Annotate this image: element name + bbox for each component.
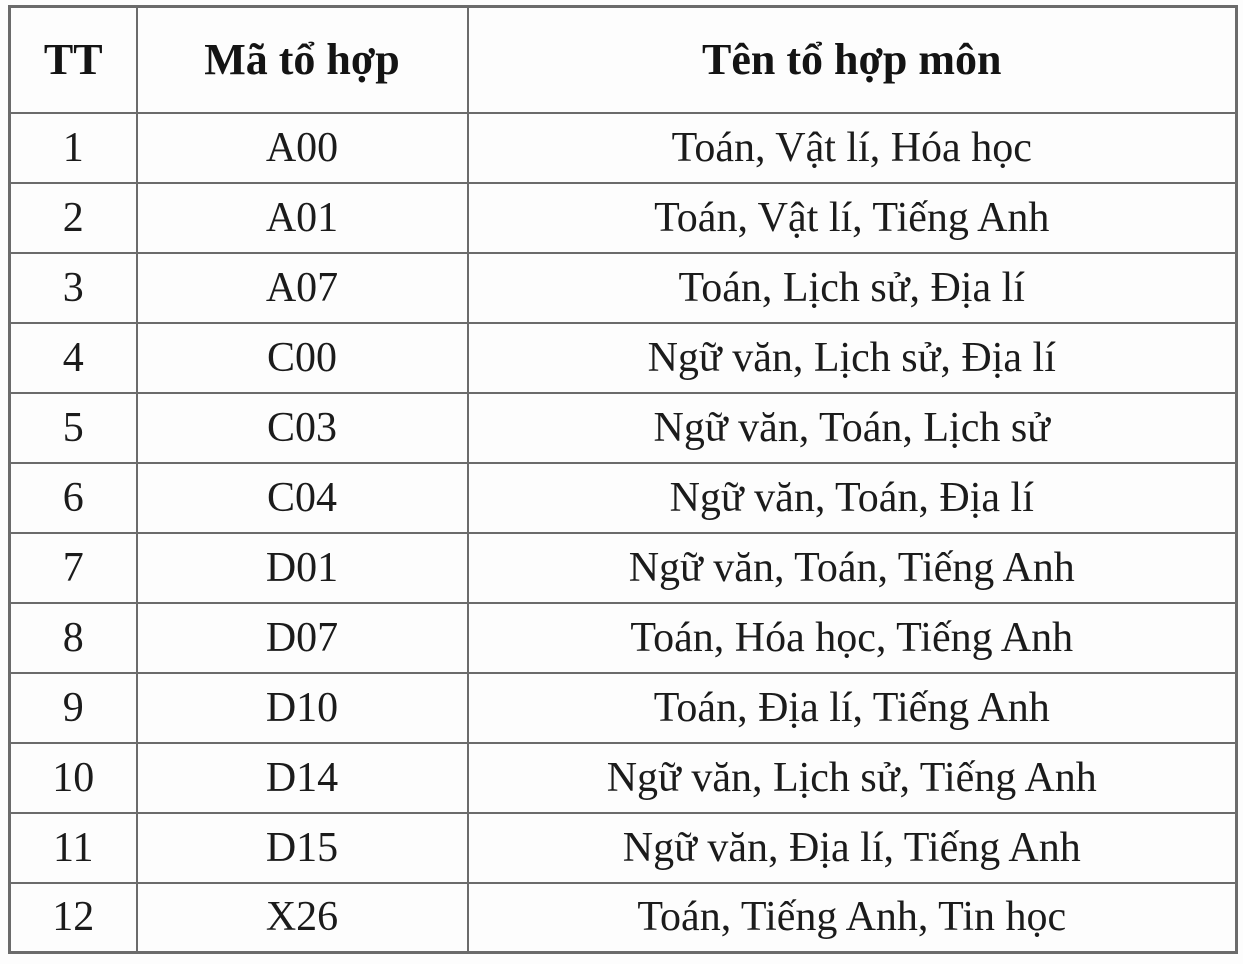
cell-tt: 5 bbox=[10, 393, 137, 463]
cell-tt: 10 bbox=[10, 743, 137, 813]
table-row bbox=[10, 603, 1237, 673]
cell-name: Ngữ văn, Toán, Lịch sử bbox=[468, 393, 1237, 463]
cell-tt: 12 bbox=[10, 883, 137, 953]
cell-name: Toán, Vật lí, Hóa học bbox=[468, 113, 1237, 183]
cell-code: A00 bbox=[137, 113, 468, 183]
cell-tt: 8 bbox=[10, 603, 137, 673]
cell-code: A01 bbox=[137, 183, 468, 253]
subject-combination-table bbox=[8, 5, 1238, 954]
cell-tt: 7 bbox=[10, 533, 137, 603]
cell-name: Toán, Địa lí, Tiếng Anh bbox=[468, 673, 1237, 743]
cell-code: C04 bbox=[137, 463, 468, 533]
cell-tt: 9 bbox=[10, 673, 137, 743]
cell-code: D10 bbox=[137, 673, 468, 743]
cell-name: Ngữ văn, Lịch sử, Địa lí bbox=[468, 323, 1237, 393]
cell-name: Ngữ văn, Lịch sử, Tiếng Anh bbox=[468, 743, 1237, 813]
cell-name: Toán, Vật lí, Tiếng Anh bbox=[468, 183, 1237, 253]
table-row bbox=[10, 533, 1237, 603]
table-row bbox=[10, 883, 1237, 953]
cell-code: X26 bbox=[137, 883, 468, 953]
cell-name: Ngữ văn, Địa lí, Tiếng Anh bbox=[468, 813, 1237, 883]
cell-name: Ngữ văn, Toán, Địa lí bbox=[468, 463, 1237, 533]
cell-tt: 6 bbox=[10, 463, 137, 533]
cell-tt: 4 bbox=[10, 323, 137, 393]
header-cell-name: Tên tổ hợp môn bbox=[468, 7, 1237, 113]
cell-tt: 2 bbox=[10, 183, 137, 253]
header-row bbox=[10, 7, 1237, 113]
cell-name: Ngữ văn, Toán, Tiếng Anh bbox=[468, 533, 1237, 603]
header-cell-tt: TT bbox=[10, 7, 137, 113]
table-row bbox=[10, 813, 1237, 883]
table-row bbox=[10, 463, 1237, 533]
table-row bbox=[10, 393, 1237, 463]
cell-code: D07 bbox=[137, 603, 468, 673]
table-row bbox=[10, 323, 1237, 393]
table-row bbox=[10, 673, 1237, 743]
cell-tt: 11 bbox=[10, 813, 137, 883]
table-row bbox=[10, 113, 1237, 183]
cell-code: C03 bbox=[137, 393, 468, 463]
cell-name: Toán, Hóa học, Tiếng Anh bbox=[468, 603, 1237, 673]
cell-code: D15 bbox=[137, 813, 468, 883]
table-header bbox=[10, 7, 1237, 113]
cell-name: Toán, Lịch sử, Địa lí bbox=[468, 253, 1237, 323]
table-row bbox=[10, 743, 1237, 813]
cell-code: D14 bbox=[137, 743, 468, 813]
table-row bbox=[10, 183, 1237, 253]
header-cell-code: Mã tổ hợp bbox=[137, 7, 468, 113]
table-row bbox=[10, 253, 1237, 323]
cell-tt: 1 bbox=[10, 113, 137, 183]
cell-name: Toán, Tiếng Anh, Tin học bbox=[468, 883, 1237, 953]
cell-code: A07 bbox=[137, 253, 468, 323]
table-body bbox=[10, 113, 1237, 953]
cell-code: C00 bbox=[137, 323, 468, 393]
cell-code: D01 bbox=[137, 533, 468, 603]
cell-tt: 3 bbox=[10, 253, 137, 323]
